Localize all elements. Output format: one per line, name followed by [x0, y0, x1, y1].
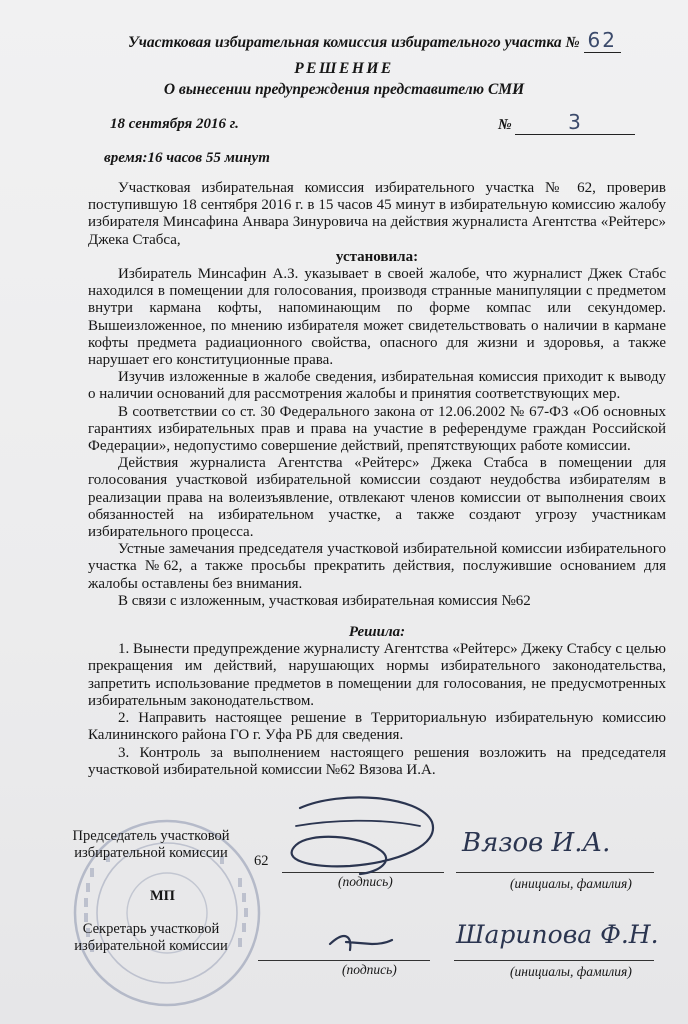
decision-time: время:16 часов 55 минут	[104, 150, 270, 166]
chair-label-line1: Председатель участковой	[72, 828, 230, 844]
number-label: №	[498, 117, 512, 133]
chair-label-line2: избирательной комиссии	[74, 845, 228, 861]
paragraph-4: Действия журналиста Агентства «Рейтерс» Джека Стабса в помещении для голосования участковой избирательной комиссии создают неудобства избирателям в реализации права на волеизъявление, отвлекают членов комиссии от выполнения своих обязанностей на избирательном участке, а также создают угрозу участникам избирательного процесса.	[88, 455, 666, 541]
commission-number: 62	[584, 28, 621, 53]
document-body	[88, 180, 666, 779]
document-title: РЕШЕНИЕ	[294, 60, 394, 77]
chair-signature-caption: (подпись)	[338, 874, 393, 889]
paragraph-6: В связи с изложенным, участковая избирательная комиссия №62	[118, 592, 531, 609]
chair-signature-icon	[292, 797, 433, 874]
decision-date: 18 сентября 2016 г.	[110, 116, 239, 132]
number-value: 3	[515, 110, 635, 135]
paragraph-1: Избиратель Минсафин А.З. указывает в своей жалобе, что журналист Джек Стабс находился в помещении для голосования, производя странные манипуляции с предметом внутри кармана кофты, напоминающим по форме компас или секундомер. Вышеизложенное, по мнению избирателя может свидетельствовать о наличии в кармане кофты предмета радиационного свойства, опасного для жизни и здоровья, а также нарушает его конституционные права.	[88, 266, 666, 369]
commission-header-text: Участковая избирательная комиссия избирательного участка №	[128, 34, 580, 51]
commission-header	[128, 28, 621, 53]
decision-item: 1. Вынести предупреждение журналисту Агентства «Рейтерс» Джеку Стабсу с целью прекращения им действий, нарушающих нормы избирательного законодательства, запретить использование предметов в помещении для голосования, не предусмотренных избирательным законодательством.	[88, 641, 666, 709]
secretary-handwritten-name: Шарипова Ф.Н.	[456, 920, 659, 949]
secretary-initials-caption: (инициалы, фамилия)	[510, 964, 632, 979]
secretary-signature-icon	[330, 936, 392, 950]
document-subtitle: О вынесении предупреждения представителю СМИ	[163, 81, 525, 98]
paragraph-3: В соответствии со ст. 30 Федерального закона от 12.06.2002 № 67-ФЗ «Об основных гарантиях избирательных прав и права на участие в референдуме граждан Российской Федерации», недопустимо совершение действий, препятствующих работе комиссии.	[88, 403, 666, 455]
chair-signature-line	[282, 872, 444, 873]
seal-label: МП	[150, 888, 175, 904]
intro-paragraph: Участковая избирательная комиссия избирательного участка № 62, проверив поступившую 18 сентября 2016 г. в 15 часов 45 минут в избирательную комиссию жалобу избирателя Минсафина Анвара Зинуровича на действия журналиста Агентства «Рейтерс» Джека Стабса,	[88, 180, 666, 248]
decided-heading: Решила:	[348, 624, 406, 641]
decision-item: 2. Направить настоящее решение в Территориальную избирательную комиссию Калининского района ГО г. Уфа РБ для сведения.	[88, 710, 666, 744]
decision-item: 3. Контроль за выполнением настоящего решения возложить на председателя участковой избирательной комиссии №62 Вязова И.А.	[88, 744, 666, 778]
secretary-label-line2: избирательной комиссии	[74, 938, 228, 954]
station-number: 62	[254, 853, 269, 869]
established-heading: установила:	[335, 248, 419, 265]
secretary-label-line1: Секретарь участковой	[82, 921, 220, 937]
secretary-signature-caption: (подпись)	[342, 962, 397, 977]
secretary-signature-line	[258, 960, 430, 961]
paragraph-5: Устные замечания председателя участковой избирательной комиссии избирательного участка №62, а также просьбы прекратить действия, послужившие основанием для жалобы оставлены без внимания.	[88, 541, 666, 592]
decision-number	[498, 110, 635, 135]
secretary-label	[56, 921, 246, 955]
chair-initials-line	[456, 872, 654, 873]
decision-items	[88, 641, 666, 779]
paragraph-2: Изучив изложенные в жалобе сведения, избирательная комиссия приходит к выводу о наличии оснований для рассмотрения жалобы и принятия соответствующих мер.	[88, 369, 666, 403]
chair-initials-caption: (инициалы, фамилия)	[510, 876, 632, 891]
chair-handwritten-name: Вязов И.А.	[462, 828, 611, 858]
chair-label	[56, 828, 246, 862]
secretary-initials-line	[454, 960, 654, 961]
